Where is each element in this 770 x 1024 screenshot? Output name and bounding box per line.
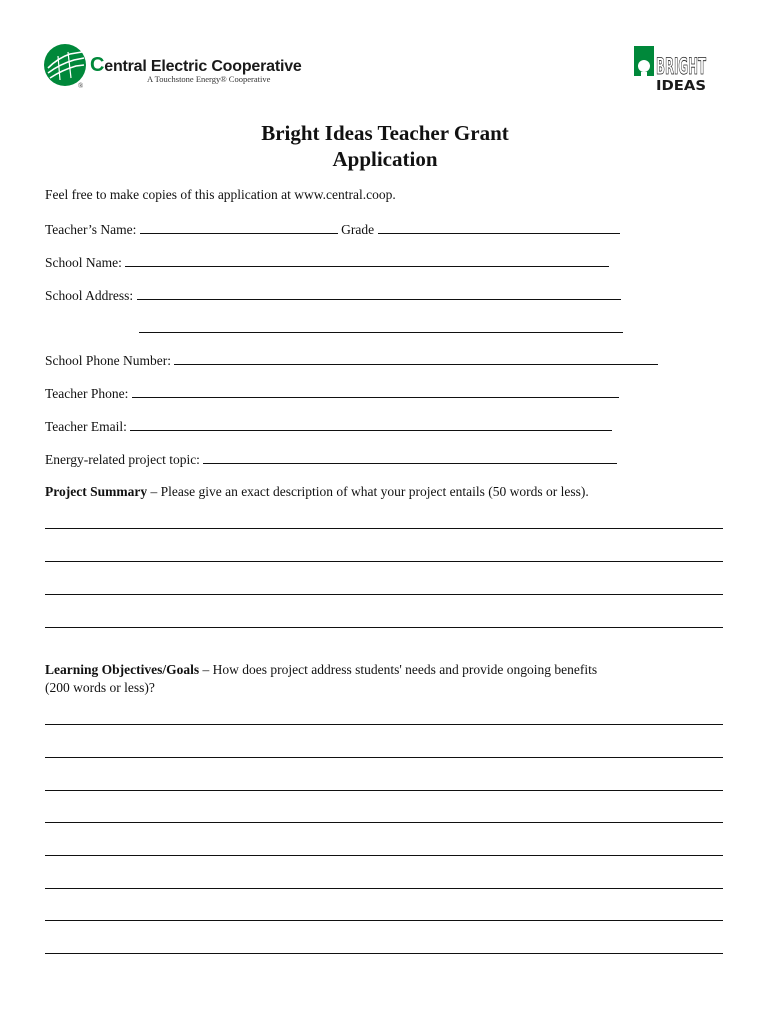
- objectives-prompt: [45, 662, 597, 678]
- school-phone-field[interactable]: [174, 352, 658, 365]
- teacher-email-row: [45, 418, 612, 435]
- objectives-line[interactable]: [45, 724, 723, 725]
- summary-line[interactable]: [45, 561, 723, 562]
- org-name-rest: entral Electric Cooperative: [104, 58, 302, 75]
- teacher-email-label: Teacher Email:: [45, 419, 127, 434]
- summary-line[interactable]: [45, 528, 723, 529]
- bright-ideas-logo: [632, 44, 708, 92]
- project-summary-heading: Project Summary: [45, 484, 148, 499]
- school-phone-label: School Phone Number:: [45, 353, 171, 368]
- school-phone-row: [45, 352, 658, 369]
- objectives-line[interactable]: [45, 953, 723, 954]
- objectives-line[interactable]: [45, 822, 723, 823]
- teacher-phone-row: [45, 385, 619, 402]
- school-address-label: School Address:: [45, 288, 134, 303]
- teacher-phone-field[interactable]: [132, 385, 619, 398]
- objectives-line[interactable]: [45, 888, 723, 889]
- summary-line[interactable]: [45, 627, 723, 628]
- title-line-1: Bright Ideas Teacher Grant: [261, 121, 509, 145]
- objectives-heading: Learning Objectives/Goals: [45, 662, 200, 677]
- intro-text: [45, 187, 396, 203]
- teacher-email-field[interactable]: [130, 418, 612, 431]
- org-tagline: A Touchstone Energy® Cooperative: [147, 74, 271, 84]
- school-name-label: School Name:: [45, 255, 122, 270]
- school-address-line-2[interactable]: [139, 332, 623, 333]
- school-address-row: [45, 287, 621, 304]
- intro-text-main: Feel free to make copies of this application at www.central.coop: [45, 187, 393, 202]
- objectives-prompt-line-2: (200 words or less)?: [45, 680, 155, 695]
- project-topic-row: [45, 451, 617, 468]
- teacher-name-field[interactable]: [140, 221, 338, 234]
- cooperative-emblem-icon: [44, 44, 86, 86]
- project-topic-field[interactable]: [203, 451, 617, 464]
- central-electric-logo: [44, 44, 302, 94]
- teacher-phone-label: Teacher Phone:: [45, 386, 129, 401]
- org-initial: C: [90, 54, 105, 76]
- objectives-line[interactable]: [45, 790, 723, 791]
- school-name-row: [45, 254, 609, 271]
- teacher-name-label: Teacher’s Name:: [45, 222, 137, 237]
- document-title: [0, 120, 770, 172]
- objectives-line[interactable]: [45, 855, 723, 856]
- bright-logo-top: BRIGHT: [656, 55, 706, 80]
- objectives-text: – How does project address students' needs and provide ongoing benefits: [199, 662, 598, 677]
- grade-label: Grade: [341, 222, 375, 237]
- objectives-line[interactable]: [45, 757, 723, 758]
- registered-mark: ®: [78, 82, 84, 90]
- teacher-name-row: [45, 221, 620, 238]
- summary-line[interactable]: [45, 594, 723, 595]
- school-address-field[interactable]: [137, 287, 621, 300]
- grade-field[interactable]: [378, 221, 620, 234]
- title-line-2: Application: [332, 147, 438, 171]
- intro-text-period: .: [392, 187, 396, 202]
- project-topic-label: Energy-related project topic:: [45, 452, 200, 467]
- school-name-field[interactable]: [125, 254, 609, 267]
- project-summary-text: – Please give an exact description of what your project entails (50 words or less).: [147, 484, 589, 499]
- project-summary-prompt: [45, 484, 589, 500]
- bright-logo-bottom: IDEAS: [656, 79, 706, 94]
- objectives-line[interactable]: [45, 920, 723, 921]
